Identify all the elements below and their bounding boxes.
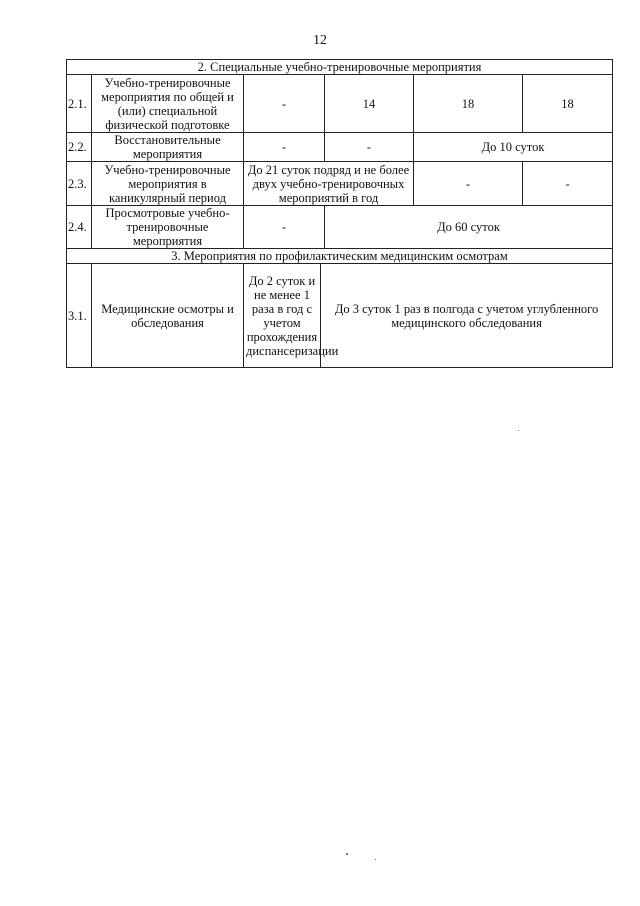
scan-speck bbox=[375, 859, 376, 860]
row-number: 3.1. bbox=[67, 264, 92, 368]
cell-value-merged: До 60 суток bbox=[325, 206, 613, 249]
cell-value: 18 bbox=[523, 75, 613, 133]
cell-value-merged: До 3 суток 1 раз в полгода с учетом углубленного медицинского обследования bbox=[321, 264, 613, 368]
cell-value: До 2 суток и не менее 1 раза в год с учетом прохождения диспансеризации bbox=[244, 264, 321, 368]
row-name: Просмотровые учебно-тренировочные мероприятия bbox=[92, 206, 244, 249]
table-row-2-3 bbox=[67, 162, 613, 206]
events-table bbox=[66, 59, 613, 368]
section-3-header-row bbox=[67, 249, 613, 264]
section-3-title: 3. Мероприятия по профилактическим медицинским осмотрам bbox=[67, 249, 613, 264]
cell-value: 14 bbox=[325, 75, 414, 133]
row-number: 2.3. bbox=[67, 162, 92, 206]
row-number: 2.1. bbox=[67, 75, 92, 133]
row-name: Учебно-тренировочные мероприятия в каникулярный период bbox=[92, 162, 244, 206]
cell-value: - bbox=[414, 162, 523, 206]
cell-value: - bbox=[244, 133, 325, 162]
section-2-title: 2. Специальные учебно-тренировочные мероприятия bbox=[67, 60, 613, 75]
row-number: 2.4. bbox=[67, 206, 92, 249]
row-name: Медицинские осмотры и обследования bbox=[92, 264, 244, 368]
table-row-3-1 bbox=[67, 264, 613, 368]
row-name: Учебно-тренировочные мероприятия по общей и (или) специальной физической подготовке bbox=[92, 75, 244, 133]
table-row-2-1 bbox=[67, 75, 613, 133]
cell-value: - bbox=[244, 75, 325, 133]
cell-value: 18 bbox=[414, 75, 523, 133]
table-row-2-4 bbox=[67, 206, 613, 249]
scan-speck bbox=[518, 430, 519, 431]
cell-value: - bbox=[325, 133, 414, 162]
table-row-2-2 bbox=[67, 133, 613, 162]
cell-value: - bbox=[244, 206, 325, 249]
section-2-header-row bbox=[67, 60, 613, 75]
row-name: Восстановительные мероприятия bbox=[92, 133, 244, 162]
page-number: 12 bbox=[313, 33, 327, 48]
row-number: 2.2. bbox=[67, 133, 92, 162]
cell-value: - bbox=[523, 162, 613, 206]
scan-speck bbox=[346, 853, 348, 855]
cell-value-merged: До 21 суток подряд и не более двух учебно-тренировочных мероприятий в год bbox=[244, 162, 414, 206]
cell-value-merged: До 10 суток bbox=[414, 133, 613, 162]
